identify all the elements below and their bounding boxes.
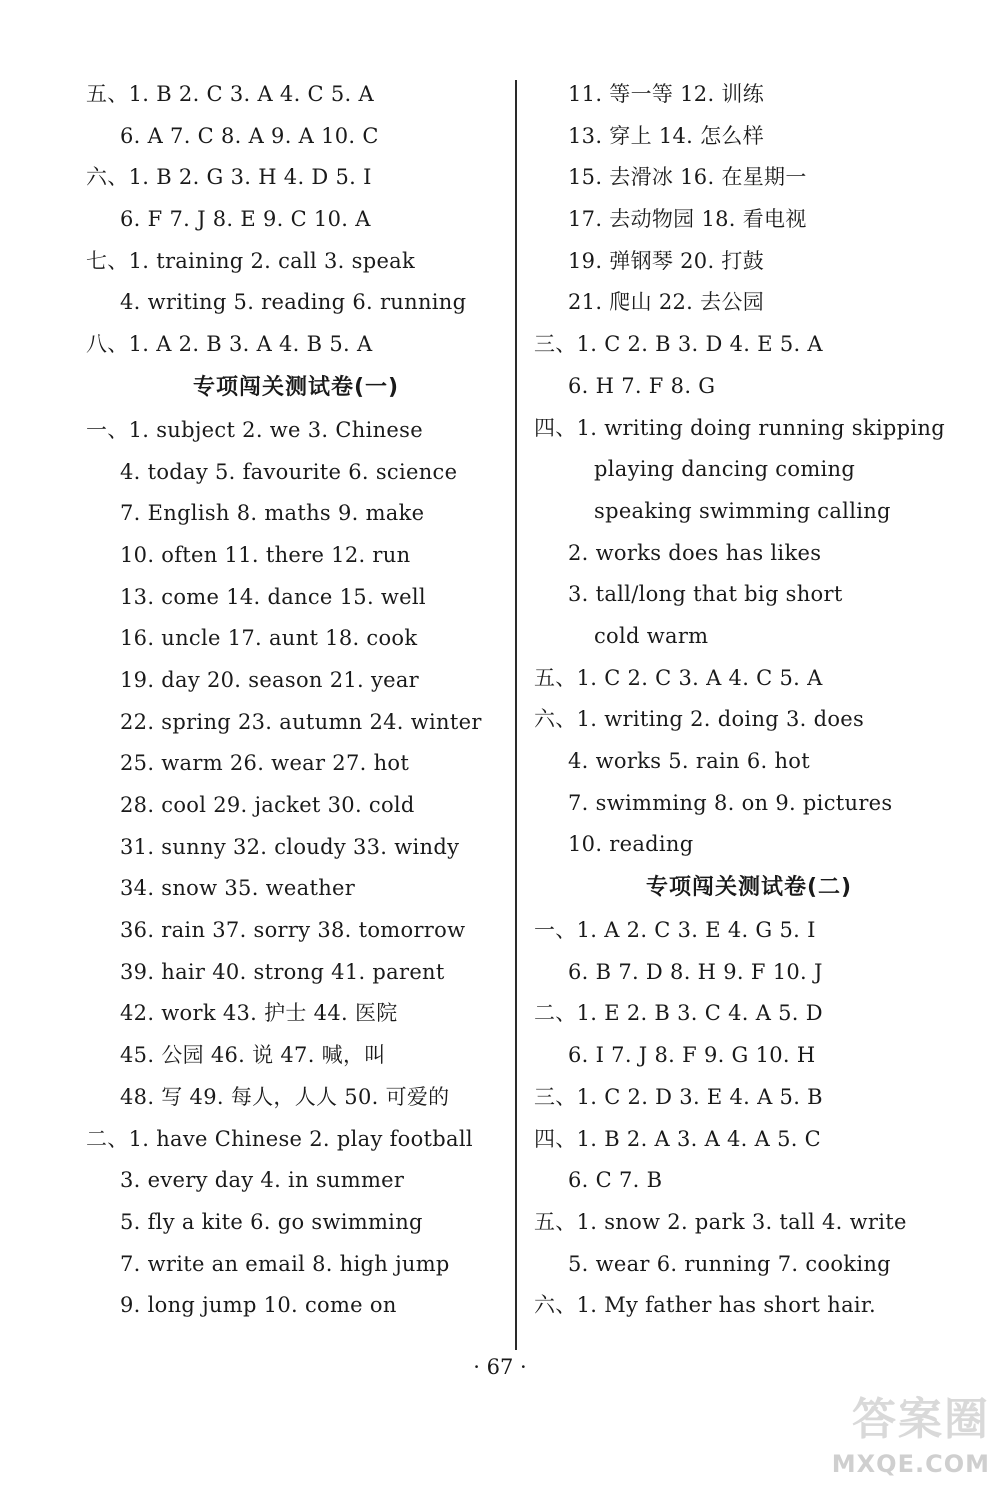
answer-line: 31. sunny 32. cloudy 33. windy [120, 834, 460, 859]
answer-line: 6. C 7. B [568, 1168, 663, 1193]
watermark-main-text: 答案圈 [852, 1394, 990, 1445]
answer-line: 五、1. C 2. C 3. A 4. C 5. A [534, 665, 823, 690]
answer-line: 4. writing 5. reading 6. running [120, 290, 467, 315]
answer-line: 7. English 8. maths 9. make [120, 501, 425, 526]
answer-line: 13. 穿上 14. 怎么样 [568, 123, 765, 148]
watermark-logo [780, 1383, 990, 1478]
answer-line: 9. long jump 10. come on [120, 1293, 397, 1318]
column-divider [515, 80, 517, 1350]
answer-line: 16. uncle 17. aunt 18. cook [120, 626, 418, 651]
answer-line: 3. tall/long that big short [568, 582, 843, 607]
answer-line: 6. I 7. J 8. F 9. G 10. H [568, 1043, 816, 1068]
answer-line: 10. often 11. there 12. run [120, 542, 411, 567]
page-number: · 67 · [473, 1355, 527, 1379]
answer-line: 34. snow 35. weather [120, 876, 356, 901]
answer-line: 2. works does has likes [568, 540, 822, 565]
answer-line: 5. fly a kite 6. go swimming [120, 1209, 423, 1234]
section-heading: 专项闯关测试卷(二) [645, 875, 853, 901]
answer-line: 3. every day 4. in summer [120, 1168, 405, 1193]
answer-line: 六、1. B 2. G 3. H 4. D 5. I [86, 165, 372, 190]
answer-line: 二、1. E 2. B 3. C 4. A 5. D [534, 1001, 823, 1026]
answer-line: cold warm [594, 623, 709, 648]
answer-line: 6. A 7. C 8. A 9. A 10. C [120, 123, 379, 148]
answer-line: 4. works 5. rain 6. hot [568, 749, 810, 773]
answer-line: speaking swimming calling [594, 498, 891, 523]
answer-line: 6. H 7. F 8. G [568, 373, 716, 398]
answer-line: 19. 弹钢琴 20. 打鼓 [568, 248, 765, 273]
answer-line: 11. 等一等 12. 训练 [568, 82, 765, 106]
answer-line: 39. hair 40. strong 41. parent [120, 959, 445, 984]
answer-line: 7. write an email 8. high jump [120, 1251, 450, 1276]
answer-line: 19. day 20. season 21. year [120, 667, 420, 692]
answer-line: 五、1. B 2. C 3. A 4. C 5. A [86, 82, 374, 106]
left-column [86, 74, 506, 1327]
answer-line: playing dancing coming [594, 457, 856, 482]
answer-line: 7. swimming 8. on 9. pictures [568, 790, 893, 815]
answer-line: 22. spring 23. autumn 24. winter [120, 709, 482, 734]
answer-line: 一、1. subject 2. we 3. Chinese [86, 417, 423, 442]
answer-line: 一、1. A 2. C 3. E 4. G 5. I [534, 918, 816, 943]
answer-line: 5. wear 6. running 7. cooking [568, 1251, 891, 1276]
answer-line: 25. warm 26. wear 27. hot [120, 751, 410, 776]
answer-line: 七、1. training 2. call 3. speak [86, 248, 416, 273]
answer-line: 四、1. writing doing running skipping [534, 415, 945, 440]
watermark-site-text: MXQE.COM [831, 1450, 990, 1478]
answer-line: 二、1. have Chinese 2. play football [86, 1126, 473, 1151]
answer-line: 八、1. A 2. B 3. A 4. B 5. A [86, 332, 373, 357]
answer-line: 三、1. C 2. B 3. D 4. E 5. A [534, 332, 823, 357]
answer-line: 六、1. writing 2. doing 3. does [534, 707, 865, 732]
answer-line: 10. reading [568, 832, 694, 857]
right-column [534, 74, 964, 1327]
answer-line: 13. come 14. dance 15. well [120, 584, 426, 609]
answer-line: 6. B 7. D 8. H 9. F 10. J [568, 959, 823, 984]
answer-line: 三、1. C 2. D 3. E 4. A 5. B [534, 1084, 823, 1109]
answer-line: 六、1. My father has short hair. [534, 1293, 876, 1318]
answer-line: 21. 爬山 22. 去公园 [568, 290, 765, 315]
answer-line: 17. 去动物园 18. 看电视 [568, 207, 807, 232]
answer-line: 28. cool 29. jacket 30. cold [120, 793, 415, 817]
answer-line: 36. rain 37. sorry 38. tomorrow [120, 918, 466, 943]
section-heading: 专项闯关测试卷(一) [192, 374, 400, 400]
answer-line: 6. F 7. J 8. E 9. C 10. A [120, 207, 371, 232]
answer-line: 4. today 5. favourite 6. science [120, 459, 458, 484]
answer-line: 42. work 43. 护士 44. 医院 [120, 1001, 398, 1026]
answer-line: 48. 写 49. 每人，人人 50. 可爱的 [120, 1084, 450, 1109]
answer-line: 四、1. B 2. A 3. A 4. A 5. C [534, 1126, 822, 1151]
answer-line: 五、1. snow 2. park 3. tall 4. write [534, 1209, 907, 1234]
answer-line: 45. 公园 46. 说 47. 喊，叫 [120, 1043, 386, 1068]
answer-line: 15. 去滑冰 16. 在星期一 [568, 165, 807, 190]
